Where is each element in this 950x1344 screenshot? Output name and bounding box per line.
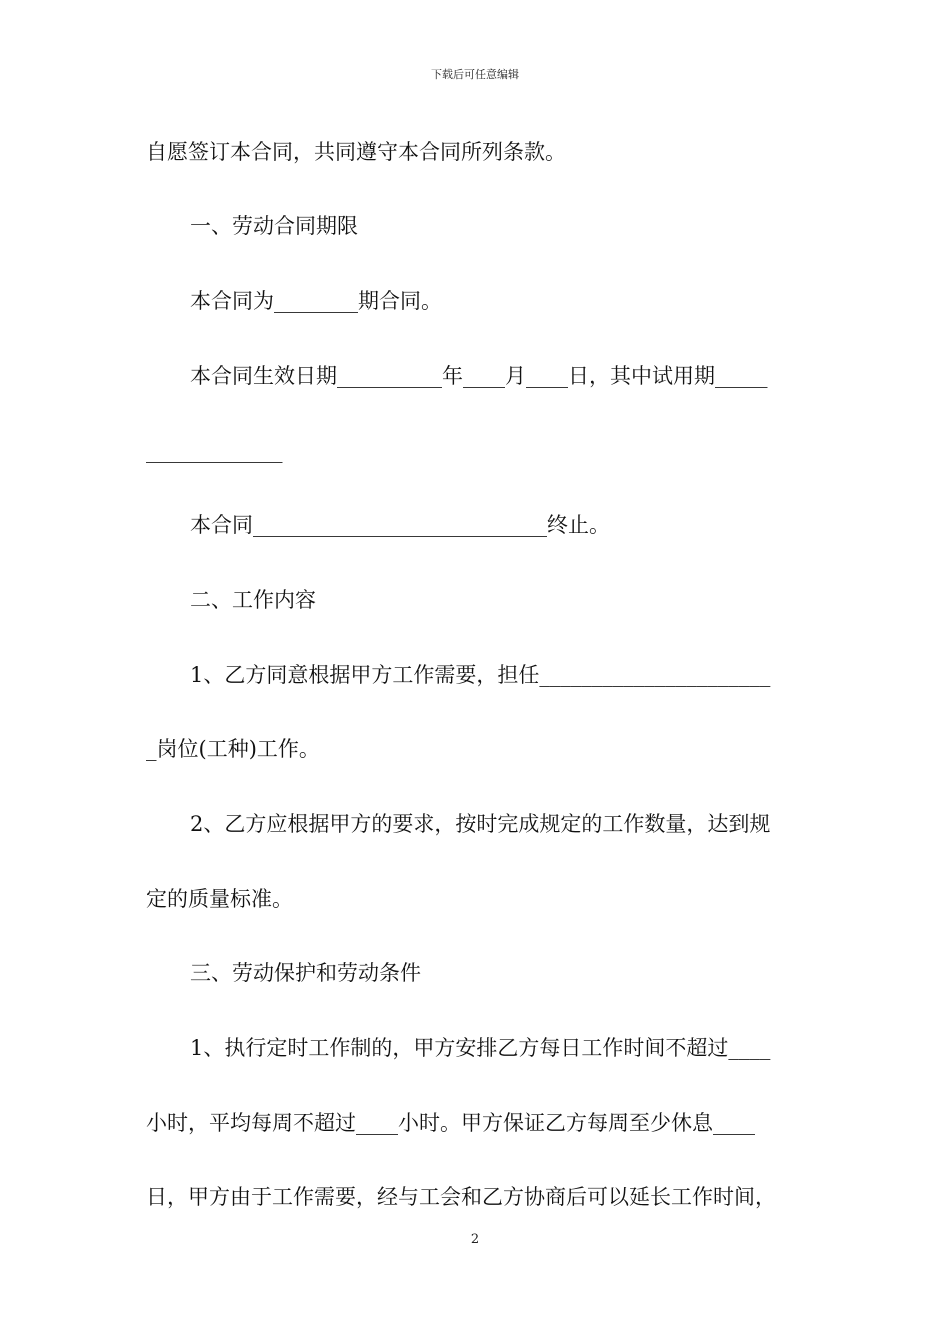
- paragraph-line: 2、乙方应根据甲方的要求，按时完成规定的工作数量，达到规: [190, 812, 771, 836]
- paragraph-line: _____________: [146, 439, 283, 463]
- section-heading: 一、劳动合同期限: [190, 214, 358, 238]
- paragraph-line: 本合同为________期合同。: [190, 289, 442, 313]
- paragraph-line: 定的质量标准。: [146, 887, 293, 911]
- paragraph-line: 小时，平均每周不超过____小时。甲方保证乙方每周至少休息____: [146, 1111, 755, 1135]
- paragraph-line: _岗位(工种)工作。: [146, 737, 320, 761]
- section-heading: 二、工作内容: [190, 588, 316, 612]
- paragraph-line: 自愿签订本合同，共同遵守本合同所列条款。: [146, 140, 566, 164]
- paragraph-line: 1、执行定时工作制的，甲方安排乙方每日工作时间不超过____: [190, 1036, 771, 1060]
- paragraph-line: 1、乙方同意根据甲方工作需要，担任______________________: [190, 663, 771, 687]
- section-heading: 三、劳动保护和劳动条件: [190, 961, 421, 985]
- paragraph-line: 本合同生效日期__________年____月____日，其中试用期_____: [190, 364, 768, 388]
- paragraph-line: 本合同____________________________终止。: [190, 513, 610, 537]
- paragraph-line: 日，甲方由于工作需要，经与工会和乙方协商后可以延长工作时间，: [146, 1185, 776, 1209]
- page-number: 2: [470, 1232, 480, 1247]
- page-header: 下载后可任意编辑: [431, 68, 519, 81]
